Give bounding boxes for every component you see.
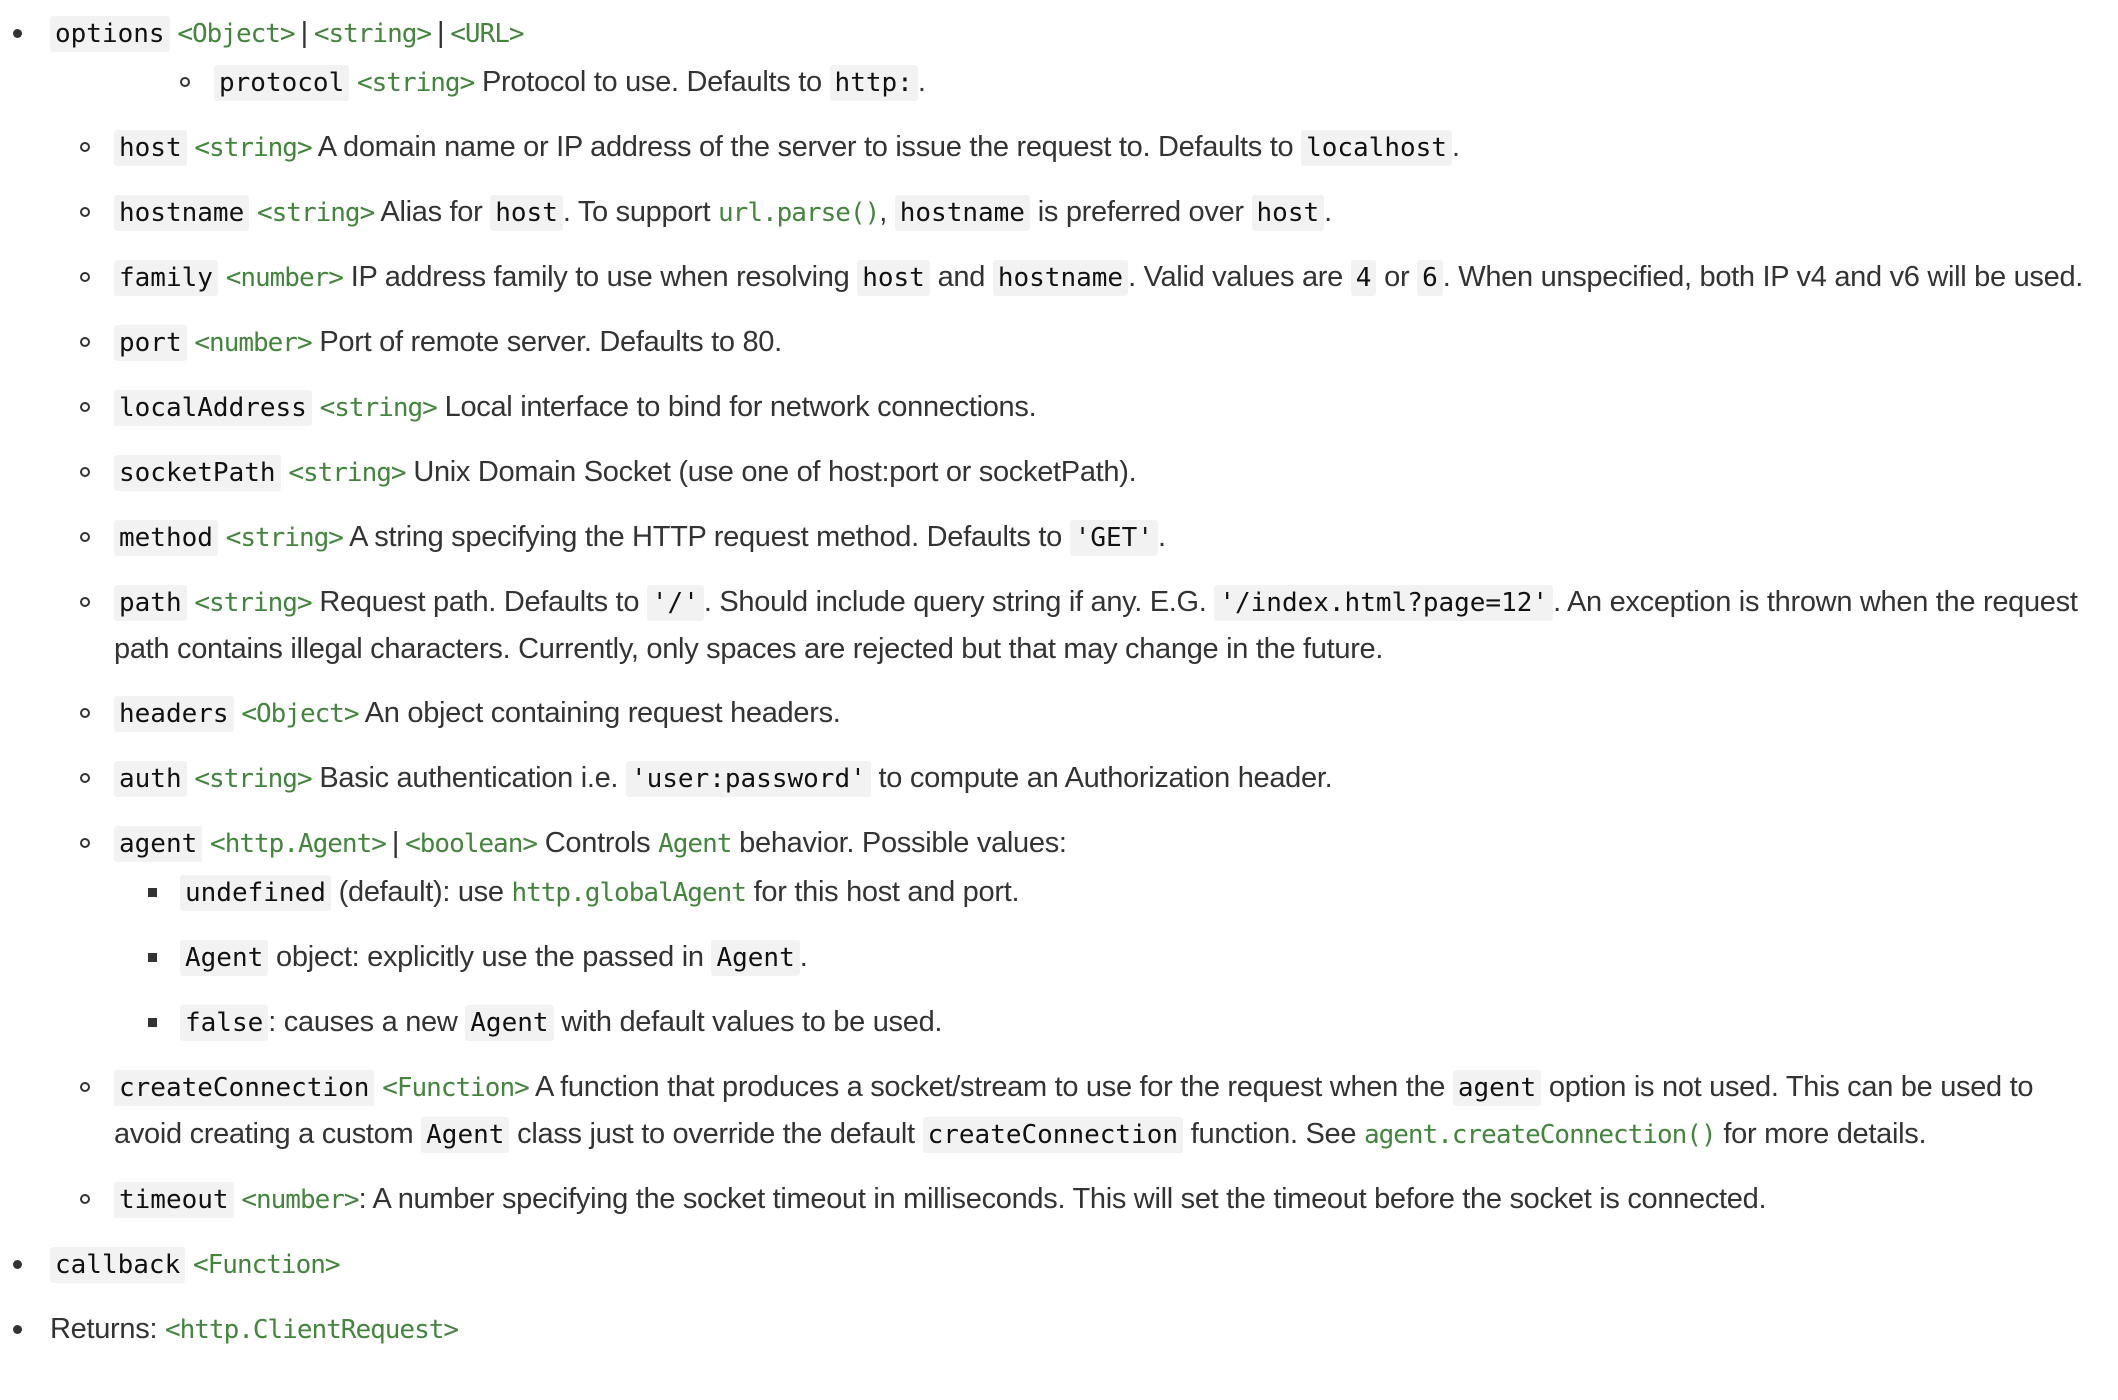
- param-name: options: [50, 16, 170, 52]
- option-description: A domain name or IP address of the server to issue the request to. Defaults to localhost .: [318, 131, 1460, 163]
- type-list: [382, 1071, 529, 1103]
- type-list: [226, 521, 343, 553]
- inline-code: http:: [830, 65, 918, 101]
- type-link[interactable]: <string>: [194, 764, 312, 794]
- bullet-circle-icon: [80, 142, 90, 152]
- type-list: [194, 762, 311, 794]
- type-link[interactable]: <Object>: [241, 699, 359, 729]
- returns: [0, 1306, 2104, 1353]
- inline-code: host: [1252, 195, 1325, 231]
- doc-link[interactable]: http.globalAgent: [511, 878, 746, 908]
- type-link[interactable]: <string>: [194, 133, 312, 163]
- bullet-disc-icon: [13, 29, 22, 38]
- option-name: port: [114, 325, 187, 361]
- bullet-circle-icon: [80, 838, 90, 848]
- option-name: headers: [114, 696, 234, 732]
- type-link[interactable]: <URL>: [450, 19, 524, 49]
- inline-code: hostname: [895, 195, 1030, 231]
- type-link[interactable]: <Function>: [382, 1073, 529, 1103]
- inline-code: undefined: [180, 875, 331, 911]
- options-properties-list: [50, 59, 2104, 1223]
- bullet-disc-icon: [13, 1260, 22, 1269]
- option-name: socketPath: [114, 455, 281, 491]
- option-protocol: [100, 59, 2104, 106]
- option-description: IP address family to use when resolving host and hostname . Valid values are 4 or 6 . When unspecified, both IP v4 and v6 will be used.: [351, 261, 2083, 293]
- type-list: [226, 261, 343, 293]
- inline-code: createConnection: [923, 1117, 1183, 1153]
- option-description: An object containing request headers.: [364, 697, 841, 729]
- option-headers: [0, 690, 2104, 737]
- bullet-circle-icon: [80, 207, 90, 217]
- option-name: family: [114, 260, 218, 296]
- option-description: A function that produces a socket/stream to use for the request when the agent option is not used. This can be used to avoid creating a custom Agent class just to override the default createConnection function. See agent.createConnection() for more details.: [114, 1071, 2033, 1150]
- type-list: [194, 131, 311, 163]
- type-link[interactable]: <string>: [357, 68, 475, 98]
- type-link[interactable]: <string>: [313, 19, 432, 49]
- option-name: auth: [114, 761, 187, 797]
- inline-code: 'GET': [1070, 520, 1158, 556]
- type-list: [257, 196, 374, 228]
- inline-code: '/': [647, 585, 704, 621]
- type-list: [288, 456, 405, 488]
- type-list: [241, 697, 358, 729]
- type-separator: |: [437, 17, 445, 49]
- type-link[interactable]: <string>: [225, 523, 343, 553]
- type-link[interactable]: <http.ClientRequest>: [164, 1315, 459, 1345]
- option-method: [0, 514, 2104, 561]
- option-description: Unix Domain Socket (use one of host:port or socketPath).: [413, 456, 1137, 488]
- option-path: [0, 579, 2104, 672]
- bullet-circle-icon: [80, 597, 90, 607]
- type-list: [241, 1183, 358, 1215]
- returns-label: Returns:: [50, 1313, 158, 1345]
- bullet-circle-icon: [80, 272, 90, 282]
- bullet-disc-icon: [13, 1325, 22, 1334]
- option-name: hostname: [114, 195, 249, 231]
- type-link[interactable]: <string>: [319, 393, 437, 423]
- doc-link[interactable]: agent.createConnection(): [1363, 1120, 1716, 1150]
- option-description: Alias for host . To support url.parse(), hostname is preferred over host .: [380, 196, 1332, 228]
- inline-code: '/index.html?page=12': [1214, 585, 1553, 621]
- param-options: [0, 10, 2104, 1223]
- type-link[interactable]: <Function>: [193, 1250, 340, 1280]
- inline-code: agent: [1453, 1070, 1541, 1106]
- param-callback: [0, 1241, 2104, 1288]
- option-agent: [0, 820, 2104, 1046]
- agent-value: Agent object: explicitly use the passed in Agent .: [0, 934, 2104, 981]
- bullet-square-icon: [148, 888, 157, 897]
- option-description: Basic authentication i.e. 'user:password' to compute an Authorization header.: [319, 762, 1332, 794]
- inline-code: false: [180, 1005, 268, 1041]
- inline-code: 4: [1351, 260, 1377, 296]
- type-list: [177, 17, 523, 49]
- option-localaddress: [0, 384, 2104, 431]
- inline-code: Agent: [465, 1005, 553, 1041]
- type-link[interactable]: <string>: [194, 588, 312, 618]
- type-list: [320, 391, 437, 423]
- bullet-circle-icon: [80, 467, 90, 477]
- option-auth: [0, 755, 2104, 802]
- inline-code: host: [857, 260, 930, 296]
- type-link[interactable]: <number>: [241, 1185, 359, 1215]
- option-name: agent: [114, 826, 202, 862]
- type-link[interactable]: <number>: [225, 263, 343, 293]
- type-separator: |: [300, 17, 308, 49]
- agent-value: undefined (default): use http.globalAgent for this host and port.: [0, 869, 2104, 916]
- option-family: [0, 254, 2104, 301]
- bullet-circle-icon: [80, 1194, 90, 1204]
- option-hostname: [0, 189, 2104, 236]
- doc-link[interactable]: url.parse(): [718, 198, 880, 228]
- agent-values-list: [114, 869, 2104, 1046]
- option-timeout: [0, 1176, 2104, 1223]
- option-description: A string specifying the HTTP request method. Defaults to 'GET' .: [349, 521, 1166, 553]
- bullet-square-icon: [148, 953, 157, 962]
- doc-link[interactable]: Agent: [658, 829, 732, 859]
- option-name: method: [114, 520, 218, 556]
- option-name: host: [114, 130, 187, 166]
- bullet-circle-icon: [80, 708, 90, 718]
- option-description: : A number specifying the socket timeout in milliseconds. This will set the timeout before the socket is connected.: [358, 1183, 1767, 1215]
- bullet-circle-icon: [80, 1082, 90, 1092]
- type-list: [194, 326, 311, 358]
- option-description: Local interface to bind for network connections.: [444, 391, 1037, 423]
- param-list: [0, 10, 2104, 1353]
- type-link[interactable]: <Object>: [177, 19, 295, 49]
- option-description: Port of remote server. Defaults to 80.: [319, 326, 782, 358]
- inline-code: Agent: [711, 940, 799, 976]
- option-description: Request path. Defaults to '/' . Should include query string if any. E.G. '/index.html?page=12' . An exception is thrown when the request path contains illegal characters. Currently, only spaces are rejected but that may change in the future.: [114, 586, 2078, 665]
- type-link[interactable]: <http.Agent>: [210, 829, 386, 859]
- bullet-circle-icon: [80, 532, 90, 542]
- type-separator: |: [391, 827, 400, 859]
- option-host: [0, 124, 2104, 171]
- option-name: createConnection: [114, 1070, 374, 1106]
- option-description: Protocol to use. Defaults to http: .: [482, 66, 926, 98]
- bullet-circle-icon: [80, 337, 90, 347]
- option-port: [0, 319, 2104, 366]
- inline-code: localhost: [1301, 130, 1452, 166]
- option-createconnection: [0, 1064, 2104, 1158]
- inline-code: Agent: [180, 940, 268, 976]
- option-name: localAddress: [114, 390, 312, 426]
- inline-code: host: [490, 195, 563, 231]
- bullet-circle-icon: [180, 77, 190, 87]
- bullet-circle-icon: [80, 402, 90, 412]
- option-name: timeout: [114, 1182, 234, 1218]
- option-description: Controls Agent behavior. Possible values:: [544, 827, 1067, 859]
- type-link[interactable]: <number>: [194, 328, 312, 358]
- type-list: [357, 66, 474, 98]
- option-socketpath: [0, 449, 2104, 496]
- bullet-square-icon: [148, 1018, 157, 1027]
- type-link[interactable]: <string>: [257, 198, 375, 228]
- type-link[interactable]: <string>: [288, 458, 406, 488]
- bullet-circle-icon: [80, 773, 90, 783]
- inline-code: hostname: [993, 260, 1128, 296]
- type-list: [210, 827, 537, 859]
- param-name: callback: [50, 1247, 185, 1283]
- option-name: protocol: [214, 65, 349, 101]
- type-list: [194, 586, 311, 618]
- inline-code: 'user:password': [626, 761, 871, 797]
- option-name: path: [114, 585, 187, 621]
- inline-code: Agent: [421, 1117, 509, 1153]
- type-link[interactable]: <boolean>: [405, 829, 538, 859]
- agent-value: false : causes a new Agent with default values to be used.: [0, 999, 2104, 1046]
- inline-code: 6: [1417, 260, 1443, 296]
